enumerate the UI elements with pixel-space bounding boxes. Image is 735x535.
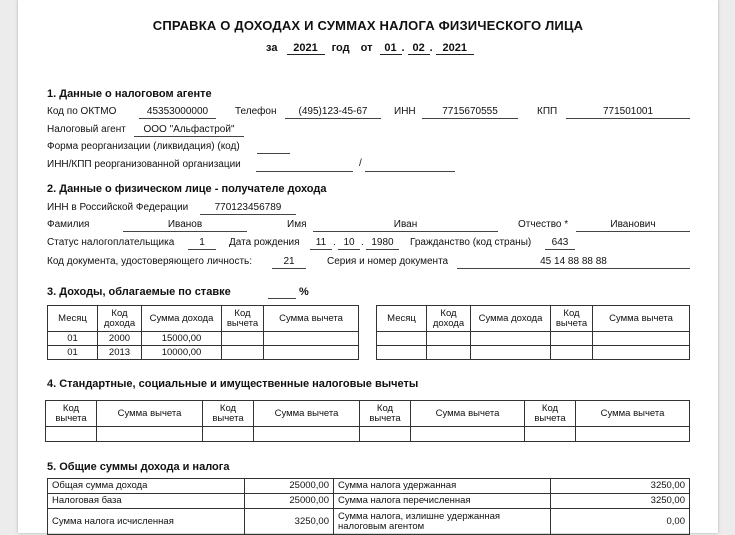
table-row: Общая сумма дохода 25000,00 Сумма налога удержанная 3250,00: [48, 479, 690, 494]
date-day: 01: [380, 42, 402, 55]
table-row: 01 2013 10000,00: [48, 346, 359, 360]
report-year: 2021: [287, 42, 325, 55]
name-value: Иван: [393, 219, 418, 230]
birth-day-value: 11: [315, 237, 327, 248]
document-period: за 2021 год от 01 . 02 . 2021: [266, 42, 474, 55]
section-1-heading: 1. Данные о налоговом агенте: [47, 88, 212, 100]
section-2-heading: 2. Данные о физическом лице - получателе дохода: [47, 183, 327, 195]
income-table-left: Месяц Код дохода Сумма дохода Код вычета Сумма вычета 01 2000 15000,00 01 2013 10000,00: [47, 305, 359, 360]
surname-value: Иванов: [167, 219, 203, 230]
deductions-table: Код вычета Сумма вычета Код вычета Сумма вычета Код вычета Сумма вычета Код вычета Сумма вычета: [45, 400, 690, 442]
income-table-right: Месяц Код дохода Сумма дохода Код вычета Сумма вычета: [376, 305, 690, 360]
kpp-value: 771501001: [602, 106, 654, 117]
section-5-heading: 5. Общие суммы дохода и налога: [47, 461, 230, 473]
agent-inn-value: 7715670555: [442, 106, 498, 117]
section-4-heading: 4. Стандартные, социальные и имущественные налоговые вычеты: [47, 378, 419, 390]
table-row: 01 2000 15000,00: [48, 332, 359, 346]
birth-year-value: 1980: [371, 237, 394, 248]
table-row: Сумма налога исчисленная 3250,00 Сумма налога, излишне удержанная налоговым агентом 0,00: [48, 509, 690, 535]
status-value: 1: [199, 237, 205, 248]
agent-name-value: ООО "Альфастрой": [143, 124, 235, 135]
section-3-heading: 3. Доходы, облагаемые по ставке: [47, 286, 231, 298]
date-year: 2021: [436, 42, 474, 55]
table-row: [377, 346, 690, 360]
table-row: [377, 332, 690, 346]
person-inn-value: 770123456789: [214, 202, 282, 213]
patronymic-value: Иванович: [610, 219, 656, 230]
phone-value: (495)123-45-67: [298, 106, 368, 117]
oktmo-value: 45353000000: [146, 106, 209, 117]
birth-month-value: 10: [343, 237, 355, 248]
document-page: СПРАВКА О ДОХОДАХ И СУММАХ НАЛОГА ФИЗИЧЕСКОГО ЛИЦА за 2021 год от 01 . 02 . 2021 1. Данные о налоговом агенте Код по ОКТМО 45353000000 Телефон (495)123-45-67 ИНН 7715670555 КПП 771501001 Налоговый агент ООО "Альфастрой" Форма реорганизации (ликвидация) (код) ИНН/КПП реорганизованной организации / 2. Данные о физическом лице - получателе дохода ИНН в Российской Федерации 770123456789 Фамилия Иванов Имя Иван Отчество * Иванович Статус налогоплательщика 1 Дата рождения 11 . 10 . 1980 Гражданство (код страны) 643 Код документа, удостоверяющего личность: 21 Серия и номер документа 45 14 88 88 88 3. Доходы, облагаемые по ставке % Месяц Код дохода Сумма дохода Код вычета Сумма вычета 01 2000 15000,00 01 2013 10000,00 Месяц Код дохода Сумма дохода Код вычета Сумма вычета 4. Стандартные, социальные и имущественные налоговые вычеты Код вычета Сумма вычета Код вычета Сумма вычета Код вычета Сумма вычета Код вычета Сумма вычета 5. Общие суммы дохода и налога Общая сумма дохода 25000,00 Сумма налога удержанная 3250,00 Налоговая база 25000,00 Сумма налога перечисленная 3250,00 Сумма налога исчисленная 3250,00 Сумма налога, излишне удержанная налоговым агентом 0,00: [18, 0, 718, 533]
date-month: 02: [408, 42, 430, 55]
totals-table: [47, 478, 690, 535]
table-row: Налоговая база 25000,00 Сумма налога перечисленная 3250,00: [48, 494, 690, 509]
citizenship-value: 643: [551, 237, 569, 248]
document-title: СПРАВКА О ДОХОДАХ И СУММАХ НАЛОГА ФИЗИЧЕСКОГО ЛИЦА: [152, 18, 584, 33]
doc-series-value: 45 14 88 88 88: [540, 256, 607, 267]
doc-code-value: 21: [283, 256, 295, 267]
